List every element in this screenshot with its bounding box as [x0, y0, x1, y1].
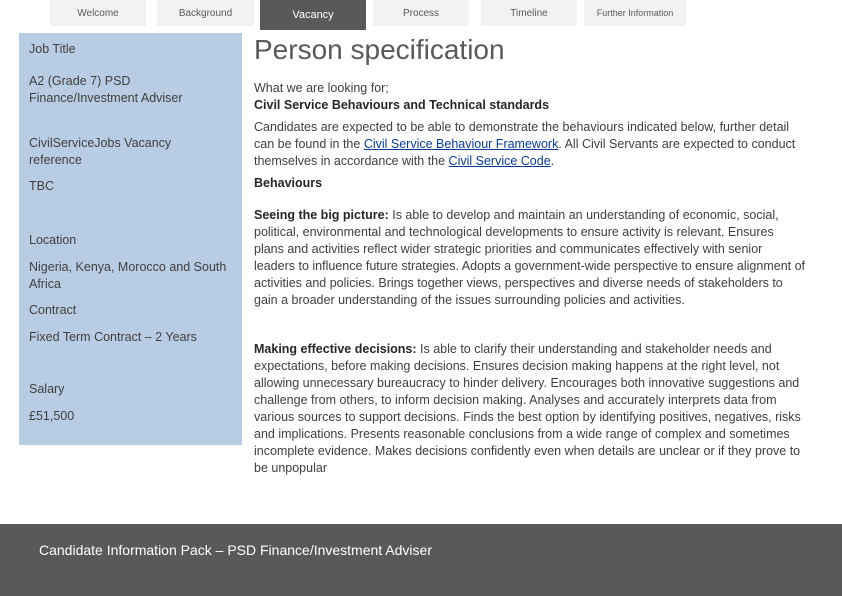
civil-service-code-link[interactable]: Civil Service Code — [448, 154, 551, 168]
tab-further-information[interactable]: Further Information — [584, 0, 686, 26]
contract-value: Fixed Term Contract – 2 Years — [29, 330, 197, 344]
behaviour-effective-decisions: Making effective decisions: Is able to clarify their understanding and stakeholder needs and expectations, before making decisions. Ensures decision making happens at the right level, not allowing unnecessary bureaucracy to hinder delivery. Encourages both innovative suggestions and challenge from others, to inform decision making. Analyses and accurately interprets data from various sources to support decisions. Finds the best option by identifying positives, negatives, risks and implications. Presents reasonable conclusions from a wide range of complex and sometimes incomplete evidence. Makes decisions confidently even when details are unclear or if they prove to be unpopular — [254, 342, 801, 475]
tab-welcome[interactable]: Welcome — [50, 0, 146, 26]
behaviour-framework-link[interactable]: Civil Service Behaviour Framework — [363, 137, 559, 151]
salary-label: Salary — [29, 382, 65, 396]
tab-timeline[interactable]: Timeline — [481, 0, 577, 26]
standards-heading: Civil Service Behaviours and Technical standards — [254, 98, 550, 112]
behaviours-heading: Behaviours — [254, 176, 323, 190]
tab-process[interactable]: Process — [373, 0, 469, 26]
intro-paragraph: Candidates are expected to be able to demonstrate the behaviours indicated below, further detail can be found in the Civil Service Behaviour Framework. All Civil Servants are expected to conduct themselves in accordance with the Civil Service Code. — [254, 120, 796, 168]
vacancy-reference-label: CivilServiceJobs Vacancy reference — [29, 136, 172, 167]
tab-vacancy[interactable]: Vacancy — [260, 0, 366, 30]
tab-background[interactable]: Background — [157, 0, 254, 26]
job-title-label: Job Title — [29, 42, 76, 56]
contract-label: Contract — [29, 303, 77, 317]
location-label: Location — [29, 233, 77, 247]
page-title: Person specification — [254, 34, 505, 65]
footer — [0, 524, 842, 596]
vacancy-details-panel — [19, 33, 242, 445]
intro — [254, 80, 806, 114]
salary-value: £51,500 — [29, 409, 75, 423]
location-value: Nigeria, Kenya, Morocco and South Africa — [29, 260, 227, 291]
job-title-value: A2 (Grade 7) PSD Finance/Investment Adviser — [29, 74, 183, 105]
vacancy-reference-value: TBC — [29, 179, 54, 193]
tab-bar — [0, 0, 842, 30]
intro-line: What we are looking for; — [254, 81, 389, 95]
footer-text: Candidate Information Pack – PSD Finance/Investment Adviser — [39, 542, 432, 558]
behaviour-big-picture: Seeing the big picture: Is able to develop and maintain an understanding of economic, social, political, environmental and technological developments to ensure activity is relevant. Ensures plans and activities reflect wider strategic priorities and communicates effectively with senior leaders to influence future strategies. Adopts a government-wide perspective to ensure alignment of activities and policies. Brings together views, perspectives and diverse needs of stakeholders to gain a broader understanding of the issues surrounding policies and activities. — [254, 208, 806, 307]
